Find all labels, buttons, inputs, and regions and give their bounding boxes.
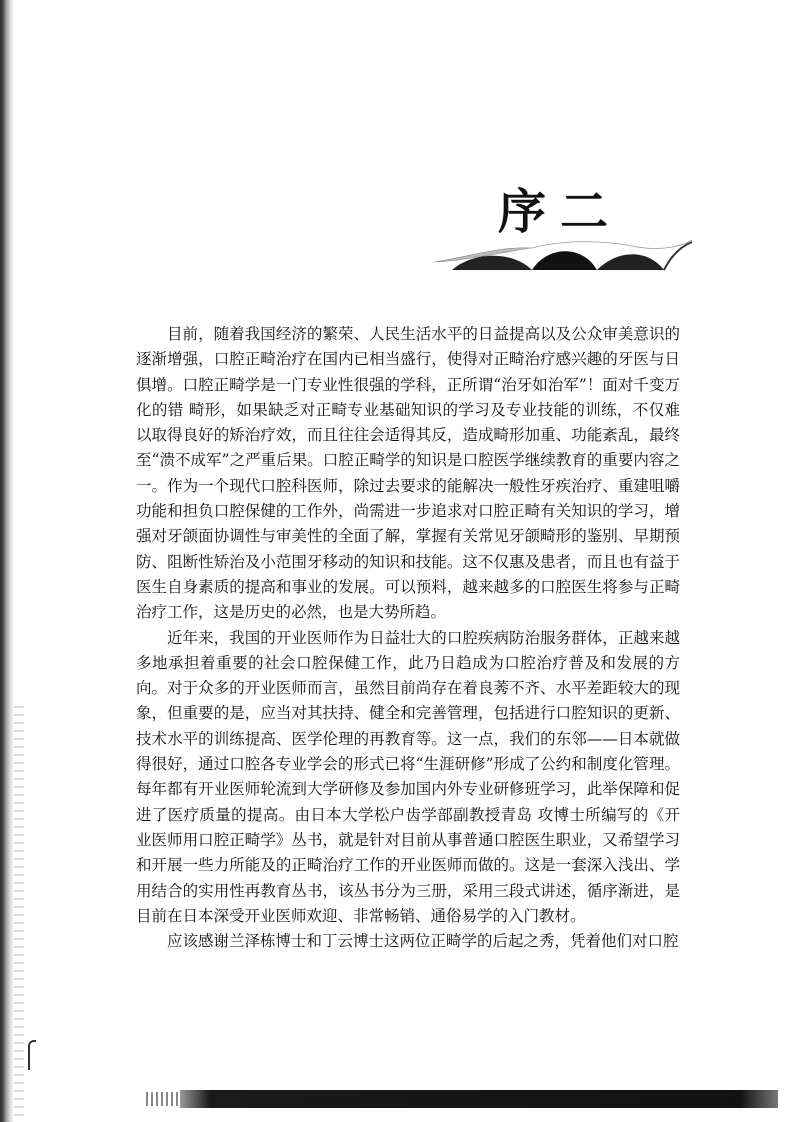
scan-noise xyxy=(146,1092,182,1106)
margin-mark xyxy=(28,1040,36,1070)
scan-edge-bar xyxy=(180,1090,778,1108)
book-spine-shadow xyxy=(0,0,14,1122)
chapter-title: 序二 xyxy=(498,184,623,240)
paragraph-1: 目前，随着我国经济的繁荣、人民生活水平的日益提高以及公众审美意识的逐渐增强，口腔正畸治疗在国内已相当盛行，使得对正畸治疗感兴趣的牙医与日俱增。口腔正畸学是一门专业性很强的学科，正所谓“治牙如治军”！面对千变万化的错 畸形，如果缺乏对正畸专业基础知识的学习及专业技能的训练，不仅难以取得良好的矫治疗效，而且往往会适得其反，造成畸形加重、功能紊乱，最终至“溃不成军”之严重后果。口腔正畸学的知识是口腔医学继续教育的重要内容之一。作为一个现代口腔科医师，除过去要求的能解决一般性牙疾治疗、重建咀嚼功能和担负口腔保健的工作外，尚需进一步追求对口腔正畸有关知识的学习，增强对牙颌面协调性与审美性的全面了解，掌握有关常见牙颌畸形的鉴别、早期预防、阻断性矫治及小范围牙移动的知识和技能。这不仅惠及患者，而且也有益于医生自身素质的提高和事业的发展。可以预料，越来越多的口腔医生将参与正畸治疗工作，这是历史的必然，也是大势所趋。 xyxy=(136,325,680,622)
paragraph-3: 应该感谢兰泽栋博士和丁云博士这两位正畸学的后起之秀，凭着他们对口腔 xyxy=(167,932,679,951)
title-ornament xyxy=(432,232,694,272)
preface-body xyxy=(136,322,680,954)
paragraph-2: 近年来，我国的开业医师作为日益壮大的口腔疾病防治服务群体，正越来越多地承担着重要的社会口腔保健工作，此乃日趋成为口腔治疗普及和发展的方向。对于众多的开业医师而言，虽然目前尚存在着良莠不齐、水平差距较大的现象，但重要的是，应当对其扶持、健全和完善管理，包括进行口腔知识的更新、技术水平的训练提高、医学伦理的再教育等。这一点，我们的东邻——日本就做得很好，通过口腔各专业学会的形式已将“生涯研修”形成了公约和制度化管理。每年都有开业医师轮流到大学研修及参加国内外专业研修班学习，此举保障和促进了医疗质量的提高。由日本大学松户齿学部副教授青岛 攻博士所编写的《开业医师用口腔正畸学》丛书，就是针对目前从事普通口腔医生职业，又希望学习和开展一些力所能及的正畸治疗工作的开业医师而做的。这是一套深入浅出、学用结合的实用性再教育丛书，该丛书分为三册，采用三段式讲述，循序渐进，是目前在日本深受开业医师欢迎、非常畅销、通俗易学的入门教材。 xyxy=(136,628,680,925)
scan-noise xyxy=(14,700,24,1120)
